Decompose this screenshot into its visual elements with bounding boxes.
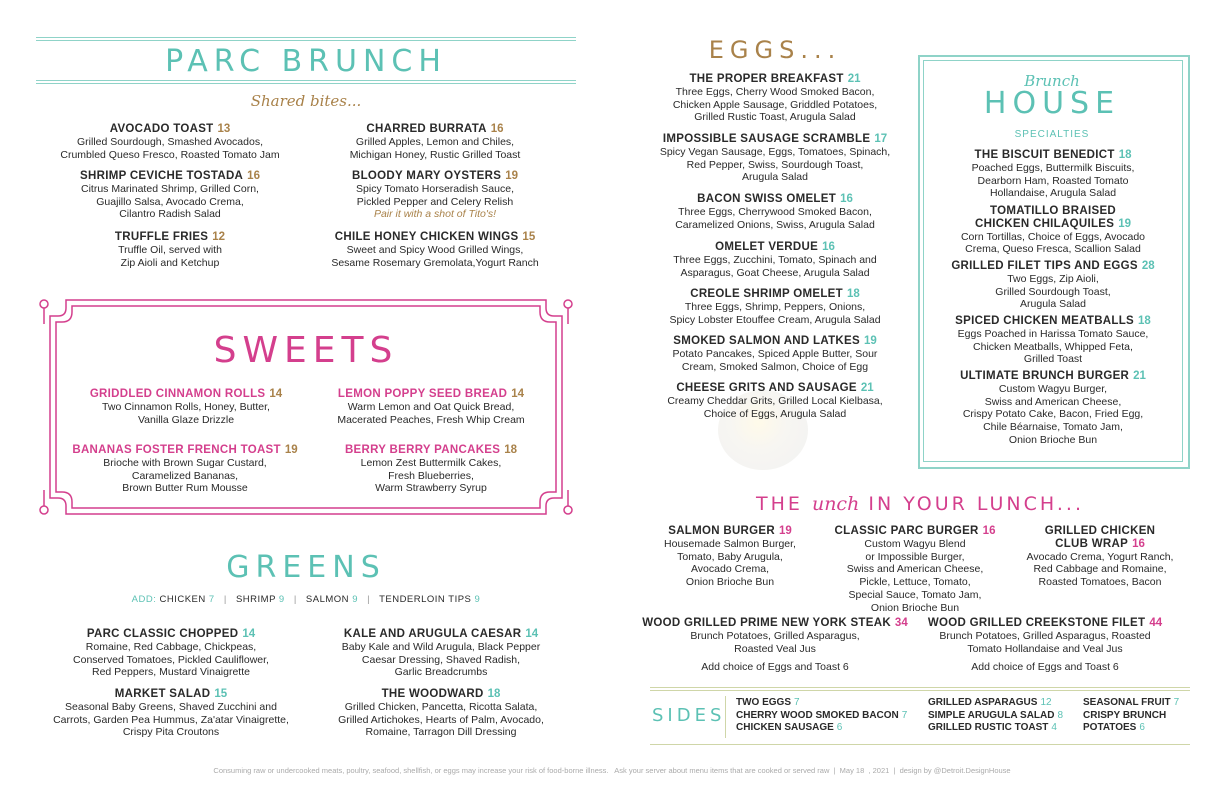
menu-item [928,370,1178,447]
item-desc: Spicy Vegan Sausage, Eggs, Tomatoes, Spinach, Red Pepper, Swiss, Sourdough Toast, Arugula Salad [659,145,891,184]
side-price: 7 [794,697,800,708]
side-price: 6 [836,722,843,733]
add-price: 9 [352,594,358,605]
lunch-title-b: IN YOUR LUNCH... [868,493,1084,515]
menu-item [928,205,1178,256]
item-desc: Three Eggs, Zucchini, Tomato, Spinach and Asparagus, Goat Cheese, Arugula Salad [673,253,877,279]
menu-item [928,260,1178,311]
add-price: 7 [208,594,215,605]
item-note: Add choice of Eggs and Toast 6 [701,661,849,674]
item-name: WOOD GRILLED PRIME NEW YORK STEAK [642,617,891,629]
item-name: GRIDDLED CINNAMON ROLLS [89,388,266,400]
sides-column [928,697,1063,735]
item-desc: Truffle Oil, served with Zip Aioli and Ketchup [118,243,222,269]
item-price: 14 [525,628,539,640]
item-price: 14 [242,628,256,640]
sides-column [736,697,907,735]
item-desc: Grilled Sourdough, Smashed Avocados, Crumbled Queso Fresco, Roasted Tomato Jam [60,135,280,161]
item-price: 34 [894,617,908,629]
menu-item [1010,525,1190,589]
add-item: SHRIMP [235,594,276,605]
page-title: PARC BRUNCH [165,44,447,79]
side-price: 12 [1040,697,1052,708]
item-desc: Poached Eggs, Buttermilk Biscuits, Dearborn Ham, Roasted Tomato Hollandaise, Arugula Salad [971,161,1135,200]
item-price: 16 [982,525,996,537]
item-desc: Custom Wagyu Burger, Swiss and American Cheese, Crispy Potato Cake, Bacon, Fried Egg, Chile Béarnaise, Tomato Jam, Onion Brioche Bun [962,382,1144,446]
lunch-title-a: THE [756,493,803,515]
item-name: CHEESE GRITS AND SAUSAGE [676,382,857,394]
sides-column [1083,697,1179,735]
top-rule-2 [36,40,576,41]
item-name: TOMATILLO BRAISED CHICKEN CHILAQUILES [974,205,1117,230]
item-name: SHRIMP CEVICHE TOSTADA [80,170,244,182]
item-name: AVOCADO TOAST [109,123,214,135]
item-desc: Grilled Apples, Lemon and Chiles, Michigan Honey, Rustic Grilled Toast [349,135,521,161]
greens-title: GREENS [226,550,386,585]
item-price: 16 [822,241,835,253]
menu-item [300,123,570,161]
menu-item [306,688,576,739]
item-desc: Three Eggs, Cherry Wood Smoked Bacon, Chicken Apple Sausage, Griddled Potatoes, Grilled Rustic Toast, Arugula Salad [672,85,878,124]
item-price: 13 [217,123,231,135]
item-desc: Custom Wagyu Blend or Impossible Burger, Swiss and American Cheese, Pickle, Lettuce, Tomato, Special Sauce, Tomato Jam, Onion Brioche Bun [846,537,984,614]
item-price: 21 [1133,370,1146,382]
side-name: CRISPY BRUNCH [1083,709,1167,721]
add-item: TENDERLOIN TIPS [379,594,472,605]
item-price: 16 [840,193,853,205]
item-desc: Three Eggs, Shrimp, Peppers, Onions, Spicy Lobster Etouffee Cream, Arugula Salad [669,300,881,326]
item-price: 18 [504,444,518,456]
item-desc: Baby Kale and Wild Arugula, Black Pepper Caesar Dressing, Shaved Radish, Garlic Breadcrumbs [341,640,541,679]
item-name: BLOODY MARY OYSTERS [351,170,502,182]
sides-title: SIDES [652,705,726,726]
side-name: GRILLED ASPARAGUS [928,697,1038,708]
house-script: Brunch [1024,72,1080,90]
item-desc: Eggs Poached in Harissa Tomato Sauce, Chicken Meatballs, Whipped Feta, Grilled Toast [957,327,1149,366]
menu-item [40,123,300,161]
item-desc: Corn Tortillas, Choice of Eggs, Avocado Crema, Queso Fresca, Scallion Salad [960,230,1146,256]
menu-item [30,688,312,739]
item-name: TRUFFLE FRIES [114,231,209,243]
menu-item [650,382,900,420]
item-price: 44 [1149,617,1163,629]
item-price: 15 [522,231,536,243]
item-name: CHARRED BURRATA [366,123,487,135]
item-desc: Housemade Salmon Burger, Tomato, Baby Arugula, Avocado Crema, Onion Brioche Bun [664,537,796,589]
item-name: CREOLE SHRIMP OMELET [690,288,843,300]
item-desc: Warm Lemon and Oat Quick Bread, Macerated Peaches, Fresh Whip Cream [337,400,525,426]
lunch-title-script: unch [811,493,860,515]
item-name: OMELET VERDUE [715,241,819,253]
menu-item [306,388,556,426]
side-name: POTATOES [1083,722,1137,733]
add-ons-line: ADD: CHICKEN 7 | SHRIMP 9 | SALMON 9 | TENDERLOIN TIPS 9 [131,594,481,605]
item-name: CHILE HONEY CHICKEN WINGS [334,231,519,243]
item-name: SPICED CHICKEN MEATBALLS [955,315,1135,327]
side-name: CHERRY WOOD SMOKED BACON [736,709,899,721]
item-name: BACON SWISS OMELET [697,193,837,205]
side-price: 7 [1173,697,1180,708]
item-price: 28 [1141,260,1155,272]
item-price: 19 [863,335,877,347]
menu-item [640,617,910,674]
add-price: 9 [474,594,481,605]
item-price: 17 [874,133,888,145]
side-name: SIMPLE ARUGULA SALAD [928,709,1055,721]
item-price: 15 [214,688,228,700]
footer-disclaimer: Consuming raw or undercooked meats, poultry, seafood, shellfish, or eggs may increase your risk of food-borne illness. Ask your server about menu items that are cooked or served raw | May 18 , 2021 | design by @Detroit.DesignHouse [213,766,1011,775]
item-desc: Potato Pancakes, Spiced Apple Butter, Sour Cream, Smoked Salmon, Choice of Egg [672,347,878,373]
item-name: CLASSIC PARC BURGER [834,525,979,537]
item-desc: Two Eggs, Zip Aioli, Grilled Sourdough Toast, Arugula Salad [995,272,1111,311]
item-name: BANANAS FOSTER FRENCH TOAST [72,444,281,456]
item-desc: Brunch Potatoes, Grilled Asparagus, Roasted Tomato Hollandaise and Veal Jus [939,629,1151,655]
sides-rule-top-2 [650,690,1190,691]
item-name: WOOD GRILLED CREEKSTONE FILET [927,617,1146,629]
item-desc: Romaine, Red Cabbage, Chickpeas, Conserved Tomatoes, Pickled Cauliflower, Red Peppers, Mustard Vinaigrette [73,640,269,679]
menu-item [650,335,900,373]
top-rule [36,37,576,38]
menu-item [56,388,316,426]
item-price: 16 [247,170,260,182]
item-note: Add choice of Eggs and Toast 6 [971,661,1119,674]
item-desc: Avocado Crema, Yogurt Ranch, Red Cabbage and Romaine, Roasted Tomatoes, Bacon [1026,550,1174,589]
menu-item [40,170,300,221]
add-price: 9 [278,594,285,605]
item-price: 19 [284,444,298,456]
house-subtitle: SPECIALTIES [1014,129,1090,140]
add-item: CHICKEN [159,594,206,605]
menu-item [640,525,820,589]
menu-item [650,133,900,184]
item-name: SALMON BURGER [668,525,775,537]
menu-item [650,241,900,279]
item-price: 16 [490,123,504,135]
side-price: 8 [1057,709,1064,721]
menu-item [300,231,570,269]
item-name: BERRY BERRY PANCAKES [344,444,501,456]
item-name: IMPOSSIBLE SAUSAGE SCRAMBLE [662,133,871,145]
shared-heading: Shared bites... [250,92,362,110]
title-rule-2 [36,83,576,84]
eggs-title: EGGS... [708,36,842,64]
item-name: THE PROPER BREAKFAST [689,73,844,85]
item-desc: Sweet and Spicy Wood Grilled Wings, Sesame Rosemary Gremolata,Yogurt Ranch [331,243,539,269]
item-desc: Seasonal Baby Greens, Shaved Zucchini and Carrots, Garden Pea Hummus, Za'atar Vinaigrette, Crispy Pita Croutons [53,700,289,739]
menu-item [306,628,576,679]
side-name: GRILLED RUSTIC TOAST [928,722,1049,733]
item-name: MARKET SALAD [114,688,211,700]
sides-rule-bottom [650,744,1190,745]
item-name: PARC CLASSIC CHOPPED [86,628,239,640]
item-price: 21 [847,73,861,85]
item-price: 18 [487,688,501,700]
item-price: 18 [1118,149,1132,161]
item-desc: Citrus Marinated Shrimp, Grilled Corn, Guajillo Salsa, Avocado Crema, Cilantro Radish Salad [81,182,259,221]
item-name: THE BISCUIT BENEDICT [974,149,1115,161]
item-price: 18 [1138,315,1151,327]
item-note: Pair it with a shot of Tito's! [373,208,497,221]
side-name: TWO EGGS [736,697,791,708]
item-name: KALE AND ARUGULA CAESAR [343,628,522,640]
sides-divider [725,696,726,738]
item-price: 14 [269,388,283,400]
item-name: ULTIMATE BRUNCH BURGER [960,370,1130,382]
menu-item [928,315,1178,366]
item-price: 19 [1118,217,1132,230]
item-price: 19 [505,170,519,182]
side-price: 7 [901,709,908,721]
house-title: HOUSE [983,86,1121,121]
menu-item [50,444,320,495]
add-item: SALMON [305,594,350,605]
side-name: SEASONAL FRUIT [1083,697,1171,708]
menu-item [650,288,900,326]
item-desc: Brioche with Brown Sugar Custard, Caramelized Bananas, Brown Butter Rum Mousse [103,456,267,495]
menu-item [300,170,570,221]
menu-item [650,73,900,124]
item-desc: Brunch Potatoes, Grilled Asparagus, Roasted Veal Jus [690,629,860,655]
item-name: THE WOODWARD [381,688,484,700]
item-price: 18 [846,288,860,300]
item-name: GRILLED FILET TIPS AND EGGS [951,260,1138,272]
menu-item [915,617,1175,674]
item-name: GRILLED CHICKEN CLUB WRAP [1044,525,1156,550]
item-price: 16 [1132,537,1145,550]
side-price: 6 [1139,722,1145,733]
side-price: 4 [1051,722,1057,733]
item-name: SMOKED SALMON AND LATKES [673,335,860,347]
item-price: 19 [778,525,792,537]
menu-item [40,231,300,269]
item-price: 12 [212,231,226,243]
side-name: CHICKEN SAUSAGE [736,722,834,733]
sides-rule-top [650,687,1190,688]
item-desc: Grilled Chicken, Pancetta, Ricotta Salata, Grilled Artichokes, Hearts of Palm, Avocado, Romaine, Tarragon Dill Dressing [338,700,544,739]
add-label: ADD: [131,594,157,605]
item-price: 21 [860,382,874,394]
menu-item [820,525,1010,615]
item-desc: Lemon Zest Buttermilk Cakes, Fresh Blueberries, Warm Strawberry Syrup [360,456,502,495]
item-desc: Spicy Tomato Horseradish Sauce, Pickled Pepper and Celery Relish [356,182,514,208]
menu-item [650,193,900,231]
menu-item [928,149,1178,200]
item-price: 14 [511,388,525,400]
item-name: LEMON POPPY SEED BREAD [337,388,508,400]
menu-item [306,444,556,495]
lunch-title [650,493,1190,515]
item-desc: Three Eggs, Cherrywood Smoked Bacon, Caramelized Onions, Swiss, Arugula Salad [675,205,875,231]
item-desc: Two Cinnamon Rolls, Honey, Butter, Vanilla Glaze Drizzle [102,400,270,426]
item-desc: Creamy Cheddar Grits, Grilled Local Kielbasa, Choice of Eggs, Arugula Salad [667,394,883,420]
sweets-title: SWEETS [213,330,399,371]
menu-item [36,628,306,679]
title-rule [36,80,576,81]
